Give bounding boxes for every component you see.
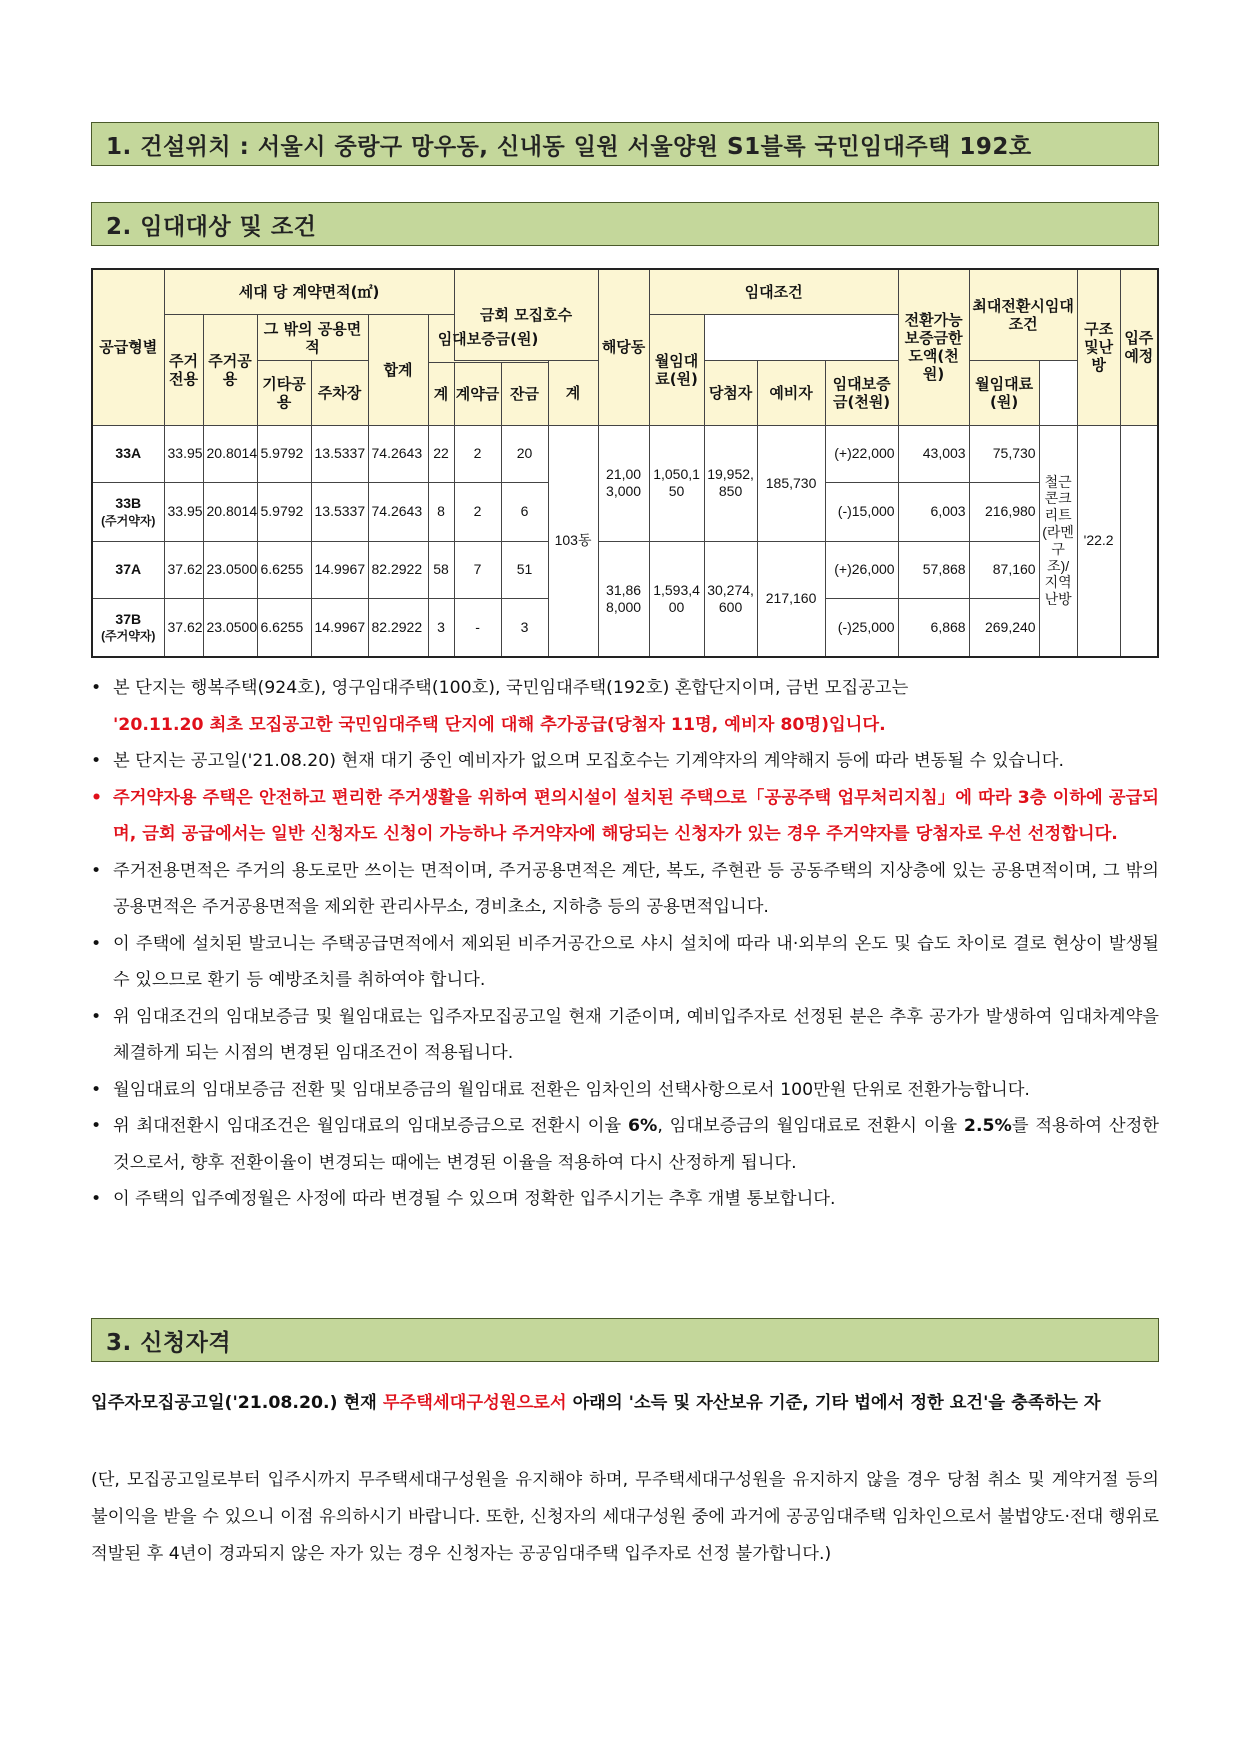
cell-other: 5.9792: [257, 483, 311, 541]
th-recruit-group: 금회 모집호수: [454, 269, 598, 361]
cell-other: 6.6255: [257, 598, 311, 657]
th-winner: 당첨자: [704, 361, 757, 425]
th-exclusive: 주거전용: [164, 314, 203, 425]
table-row: [92, 425, 1158, 482]
cell-reserve: 3: [501, 598, 548, 657]
note-text: 월임대료의 임대보증금 전환 및 임대보증금의 월임대료 전환은 임차인의 선택사항으로서 100만원 단위로 전환가능합니다.: [113, 1079, 1030, 1100]
section-3-heading: 3. 신청자격: [91, 1318, 1159, 1362]
cell-reserve: 51: [501, 541, 548, 598]
cell-max-monthly: 75,730: [969, 425, 1039, 482]
note-text: 본 단지는 행복주택(924호), 영구임대주택(100호), 국민임대주택(192호) 혼합단지이며, 금번 모집공고는: [113, 678, 909, 698]
th-area-group: 세대 당 계약면적(㎡): [164, 269, 454, 314]
cell-winner: 2: [454, 483, 501, 541]
cell-winner: 7: [454, 541, 501, 598]
th-other: 기타공용: [257, 361, 311, 425]
rate-monthly: 2.5%: [963, 1116, 1012, 1136]
cell-max-deposit: 6,003: [898, 483, 969, 541]
note-text: 주거전용면적은 주거의 용도로만 쓰이는 면적이며, 주거공용면적은 계단, 복도, 주현관 등 공동주택의 지상층에 있는 공용면적이며, 그 밖의 공용면적은 주거공용면적을 제외한 관리사무소, 경비초소, 지하층 등의 공용면적입니다.: [113, 860, 1159, 917]
cell-convertible: (-)15,000: [825, 483, 898, 541]
note-text: 위 최대전환시 임대조건은 월임대료의 임대보증금으로 전환시 이율: [113, 1116, 628, 1136]
notes-list: [91, 670, 1159, 1218]
cell-common: 20.8014: [203, 483, 257, 541]
section-2-heading: 2. 임대대상 및 조건: [91, 202, 1159, 246]
note-item: [91, 1072, 1159, 1109]
bullet-icon: •: [91, 860, 102, 881]
cell-recruit: 8: [428, 483, 454, 541]
cell-parking: 13.5337: [311, 425, 368, 482]
note-text-highlight: '20.11.20 최초 모집공고한 국민임대주택 단지에 대해 추가공급(당첨자 11명, 예비자 80명)입니다.: [113, 714, 886, 735]
cell-dep-total-33: 21,003,000: [598, 425, 649, 541]
th-total: 합계: [368, 314, 428, 425]
cell-type-name: 33B: [115, 495, 142, 512]
cell-convertible: (+)26,000: [825, 541, 898, 598]
th-structure: 구조및난방: [1077, 269, 1120, 425]
cell-max-monthly: 269,240: [969, 598, 1039, 657]
th-reserve: 예비자: [757, 361, 825, 425]
cell-type: 33A: [92, 425, 164, 482]
cell-type: [92, 598, 164, 657]
cell-exclusive: 33.95: [164, 483, 203, 541]
note-text: 본 단지는 공고일('21.08.20) 현재 대기 중인 예비자가 없으며 모집호수는 기계약자의 계약해지 등에 따라 변동될 수 있습니다.: [113, 751, 1064, 771]
note-item: [91, 999, 1159, 1072]
note-item: [91, 853, 1159, 926]
eligibility-text: 아래의 '소득 및 자산보유 기준, 기타 법에서 정한 요건'을 충족하는 자: [566, 1393, 1101, 1413]
th-parking: 주차장: [311, 361, 368, 425]
cell-recruit: 22: [428, 425, 454, 482]
cell-reserve: 20: [501, 425, 548, 482]
th-supply-type: 공급형별: [92, 269, 164, 425]
cell-exclusive: 37.62: [164, 598, 203, 657]
cell-parking: 14.9967: [311, 541, 368, 598]
bullet-icon: •: [91, 1006, 102, 1027]
cell-parking: 13.5337: [311, 483, 368, 541]
cell-exclusive: 37.62: [164, 541, 203, 598]
cell-type-sub: (주거약자): [101, 629, 156, 644]
cell-convertible: (-)25,000: [825, 598, 898, 657]
cell-dep-total-37: 31,868,000: [598, 541, 649, 657]
cell-common: 23.0500: [203, 541, 257, 598]
section-1-heading: 1. 건설위치 : 서울시 중랑구 망우동, 신내동 일원 서울양원 S1블록 국민임대주택 192호: [91, 122, 1159, 166]
note-item: [91, 926, 1159, 999]
note-item: [91, 743, 1159, 780]
eligibility-condition: (단, 모집공고일로부터 입주시까지 무주택세대구성원을 유지해야 하며, 무주택세대구성원을 유지하지 않을 경우 당첨 취소 및 계약거절 등의 불이익을 받을 수 있으니 이점 유의하시기 바랍니다. 또한, 신청자의 세대구성원 중에 과거에 공공임대주택 임차인으로서 불법양도·전대 행위로 적발된 후 4년이 경과되지 않은 자가 있는 경우 신청자는 공공임대주택 입주자로 선정 불가합니다.): [91, 1470, 1159, 1564]
cell-max-deposit: 6,868: [898, 598, 969, 657]
note-text-highlight: 주거약자용 주택은 안전하고 편리한 주거생활을 위하여 편의시설이 설치된 주택으로「공공주택 업무처리지침」에 따라 3층 이하에 공급되며, 금회 공급에서는 일반 신청자도 신청이 가능하나 주거약자에 해당되는 신청자가 있는 경우 주거약자를 당첨자로 우선 선정합니다.: [113, 787, 1159, 844]
bullet-icon: •: [91, 933, 102, 954]
bullet-icon: •: [91, 1116, 102, 1136]
rent-conditions-table: [91, 268, 1159, 658]
th-deposit-group: 임대보증금(원): [428, 314, 548, 362]
cell-max-deposit: 43,003: [898, 425, 969, 482]
th-dep-balance: 잔금: [501, 363, 548, 425]
bullet-icon: •: [91, 1079, 102, 1100]
cell-winner: -: [454, 598, 501, 657]
note-item: [91, 780, 1159, 853]
cell-monthly-33: 185,730: [757, 425, 825, 541]
cell-dep-balance-33: 19,952,850: [704, 425, 757, 541]
bullet-icon: •: [91, 1189, 102, 1209]
cell-total: 82.2922: [368, 541, 428, 598]
cell-other: 6.6255: [257, 541, 311, 598]
th-other-group: 그 밖의 공용면적: [257, 314, 368, 360]
cell-reserve: 6: [501, 483, 548, 541]
th-rent-group: 임대조건: [649, 269, 898, 314]
note-text: , 임대보증금의 월임대료로 전환시 이율: [657, 1116, 964, 1136]
cell-structure: 철근콘크리트(라멘구조)/지역난방: [1039, 425, 1077, 657]
th-recruit-total: 계: [548, 361, 598, 425]
cell-recruit: 58: [428, 541, 454, 598]
note-text: 이 주택의 입주예정월은 사정에 따라 변경될 수 있으며 정확한 입주시기는 추후 개별 통보합니다.: [113, 1189, 836, 1209]
cell-total: 74.2643: [368, 425, 428, 482]
eligibility-statement: [91, 1385, 1159, 1422]
cell-dep-contract-33: 1,050,150: [649, 425, 704, 541]
cell-type-sub: (주거약자): [101, 513, 156, 528]
th-max-group: 최대전환시임대조건: [969, 269, 1077, 361]
cell-type: [92, 483, 164, 541]
th-building: 해당동: [598, 269, 649, 425]
cell-type: 37A: [92, 541, 164, 598]
cell-monthly-37: 217,160: [757, 541, 825, 657]
cell-dep-balance-37: 30,274,600: [704, 541, 757, 657]
bullet-icon: •: [91, 751, 102, 771]
cell-total: 74.2643: [368, 483, 428, 541]
note-item: [91, 670, 1159, 743]
th-max-monthly: 월임대료(원): [969, 361, 1039, 425]
cell-movein: '22.2: [1077, 425, 1120, 657]
th-dep-contract: 계약금: [454, 363, 501, 425]
bullet-icon: •: [91, 678, 102, 698]
cell-common: 20.8014: [203, 425, 257, 482]
th-common: 주거공용: [203, 314, 257, 425]
th-max-deposit: 임대보증금(천원): [825, 361, 898, 425]
note-text: 위 임대조건의 임대보증금 및 월임대료는 입주자모집공고일 현재 기준이며, 예비입주자로 선정된 분은 추후 공가가 발생하여 임대차계약을 체결하게 되는 시점의 변경된 임대조건이 적용됩니다.: [113, 1006, 1159, 1063]
th-movein: 입주예정: [1120, 269, 1158, 425]
cell-total: 82.2922: [368, 598, 428, 657]
note-text: 를 적용하여 산정한 것으로서, 향후 전환이율이 변경되는 때에는 변경된 이율을 적용하여 다시 산정하게 됩니다.: [113, 1116, 1159, 1173]
cell-other: 5.9792: [257, 425, 311, 482]
cell-max-monthly: 87,160: [969, 541, 1039, 598]
note-item: [91, 1108, 1159, 1181]
cell-parking: 14.9967: [311, 598, 368, 657]
rate-deposit: 6%: [628, 1116, 658, 1136]
th-convertible: 전환가능보증금한도액(천원): [898, 269, 969, 425]
eligibility-text: 입주자모집공고일('21.08.20.) 현재: [91, 1393, 383, 1413]
th-dep-total: 계: [428, 363, 454, 425]
cell-type-name: 37B: [115, 610, 142, 627]
cell-common: 23.0500: [203, 598, 257, 657]
cell-max-monthly: 216,980: [969, 483, 1039, 541]
table-row: [92, 541, 1158, 598]
note-item: [91, 1181, 1159, 1218]
cell-recruit: 3: [428, 598, 454, 657]
cell-winner: 2: [454, 425, 501, 482]
cell-dep-contract-37: 1,593,400: [649, 541, 704, 657]
cell-building: 103동: [548, 425, 598, 657]
th-monthly: 월임대료(원): [649, 314, 704, 425]
note-text: 이 주택에 설치된 발코니는 주택공급면적에서 제외된 비주거공간으로 샤시 설치에 따라 내·외부의 온도 및 습도 차이로 결로 현상이 발생될 수 있으므로 환기 등 예방조치를 취하여야 합니다.: [113, 933, 1159, 990]
bullet-icon: •: [91, 787, 103, 808]
cell-max-deposit: 57,868: [898, 541, 969, 598]
eligibility-highlight: 무주택세대구성원으로서: [382, 1393, 567, 1413]
cell-convertible: (+)22,000: [825, 425, 898, 482]
cell-exclusive: 33.95: [164, 425, 203, 482]
